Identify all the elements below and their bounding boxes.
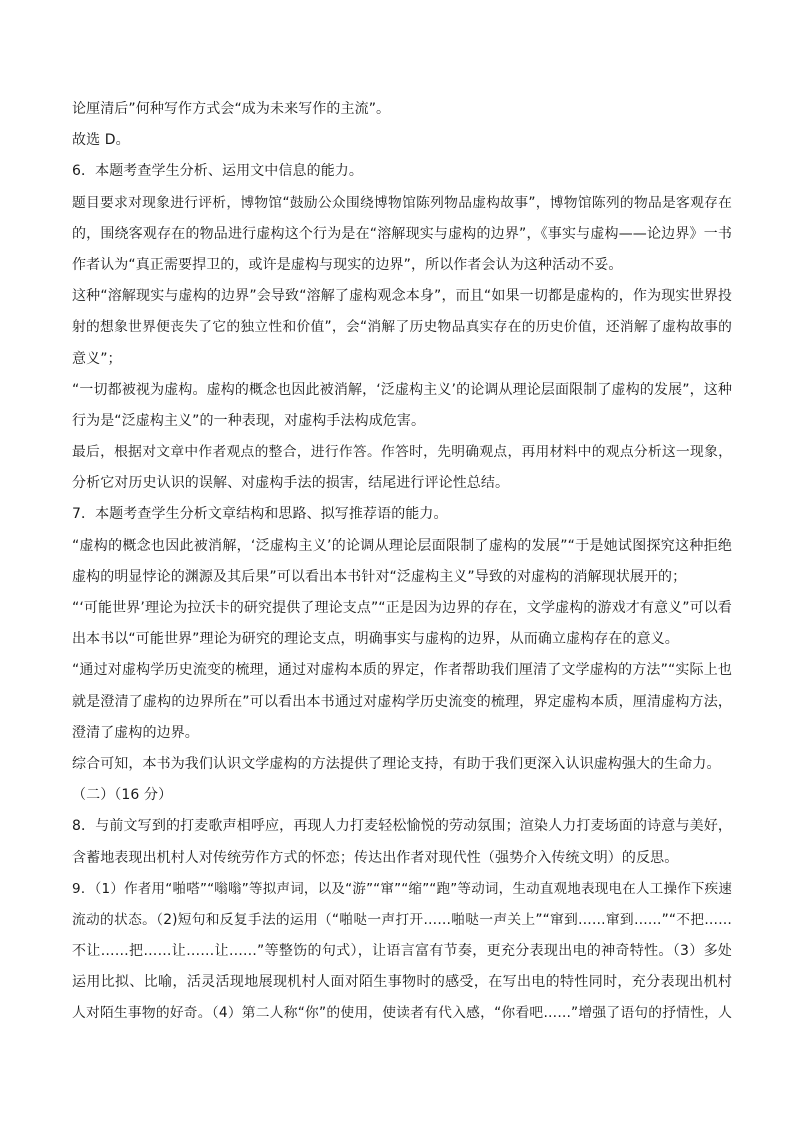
question-7-heading: 7．本题考查学生分析文章结构和思路、拟写推荐语的能力。	[72, 506, 448, 523]
text-line: “通过对虚构学历史流变的梳理，通过对虚构本质的界定，作者帮助我们厘清了文学虚构的方法”“实际上也	[72, 662, 732, 679]
text-line: 就是澄清了虚构的边界所在”可以看出本书通过对虚构学历史流变的梳理，界定虚构本质，厘清虚构方法，	[72, 693, 732, 710]
question-6-heading: 6．本题考查学生分析、运用文中信息的能力。	[72, 163, 364, 180]
text-line: 澄清了虚构的边界。	[72, 724, 199, 741]
text-line: 运用比拟、比喻，活灵活现地展现机村人面对陌生事物时的感受，在写出电的特性同时，充分表现出机村	[72, 974, 732, 991]
text-line: 论厘清后”何种写作方式会“成为未来写作的主流”。	[72, 101, 391, 117]
text-line: 作者认为“真正需要捍卫的，或许是虚构与现实的边界”，所以作者会认为这种活动不妥。	[72, 256, 623, 273]
text-line: 射的想象世界便丧失了它的独立性和价值”，会“消解了历史物品真实存在的历史价值，还消解了虚构故事的	[72, 319, 732, 336]
document-body	[72, 94, 732, 1030]
text-line: 题目要求对现象进行评析，博物馆“鼓励公众围绕博物馆陈列物品虚构故事”，博物馆陈列的物品是客观存在	[72, 194, 732, 211]
question-8-line: 8．与前文写到的打麦歌声相呼应，再现人力打麦轻松愉悦的劳动氛围；渲染人力打麦场面的诗意与美好，	[72, 818, 732, 835]
text-line: 行为是“泛虚构主义”的一种表现，对虚构手法构成危害。	[72, 412, 426, 429]
text-line: 流动的状态。（2)短句和反复手法的运用（“啪哒一声打开……啪哒一声关上”“窜到……窜到……”“不把……	[72, 911, 732, 928]
text-line: 的，围绕客观存在的物品进行虚构这个行为是在“溶解现实与虚构的边界”，《事实与虚构——论边界》一书	[72, 225, 732, 242]
text-line: 出本书以“可能世界”理论为研究的理论支点，明确事实与虚构的边界，从而确立虚构存在的意义。	[72, 631, 679, 648]
text-line: “‘可能世界’理论为拉沃卡的研究提供了理论支点”“正是因为边界的存在，文学虚构的游戏才有意义”可以看	[72, 600, 732, 616]
text-line: 综合可知，本书为我们认识文学虚构的方法提供了理论支持，有助于我们更深入认识虚构强大的生命力。	[72, 755, 721, 772]
section-heading: （二）（16 分）	[72, 787, 173, 804]
text-line: 分析它对历史认识的误解、对虚构手法的损害，结尾进行评论性总结。	[72, 475, 510, 492]
text-line: “虚构的概念也因此被消解，‘泛虚构主义’的论调从理论层面限制了虚构的发展”“于是她试图探究这种拒绝	[72, 537, 732, 554]
text-line: 含蓄地表现出机村人对传统劳作方式的怀恋；传达出作者对现代性（强势介入传统文明）的反思。	[72, 849, 679, 866]
text-line: 意义”；	[72, 350, 122, 367]
text-line: 这种“溶解现实与虚构的边界”会导致“溶解了虚构观念本身”，而且“如果一切都是虚构的，作为现实世界投	[72, 288, 732, 305]
text-line: 故选 D。	[72, 132, 130, 149]
question-9-line: 9．（1）作者用“啪嗒”“嗡嗡”等拟声词，以及“游”“窜”“缩”“跑”等动词，生动直观地表现电在人工操作下疾速	[72, 880, 732, 897]
text-line: 最后，根据对文章中作者观点的整合，进行作答。作答时，先明确观点，再用材料中的观点分析这一现象，	[72, 444, 732, 461]
text-line: “一切都被视为虚构。虚构的概念也因此被消解，‘泛虚构主义’的论调从理论层面限制了虚构的发展”，这种	[72, 381, 732, 398]
text-line: 人对陌生事物的好奇。（4）第二人称“你”的使用，使读者有代入感，“你看吧……”增强了语句的抒情性，人	[72, 1005, 732, 1022]
text-line: 虚构的明显悖论的渊源及其后果”可以看出本书针对“泛虚构主义”导致的对虚构的消解现状展开的；	[72, 568, 687, 585]
text-line: 不让……把……让……让……”等整饬的句式），让语言富有节奏，更充分表现出电的神奇特性。（3）多处	[72, 943, 732, 960]
